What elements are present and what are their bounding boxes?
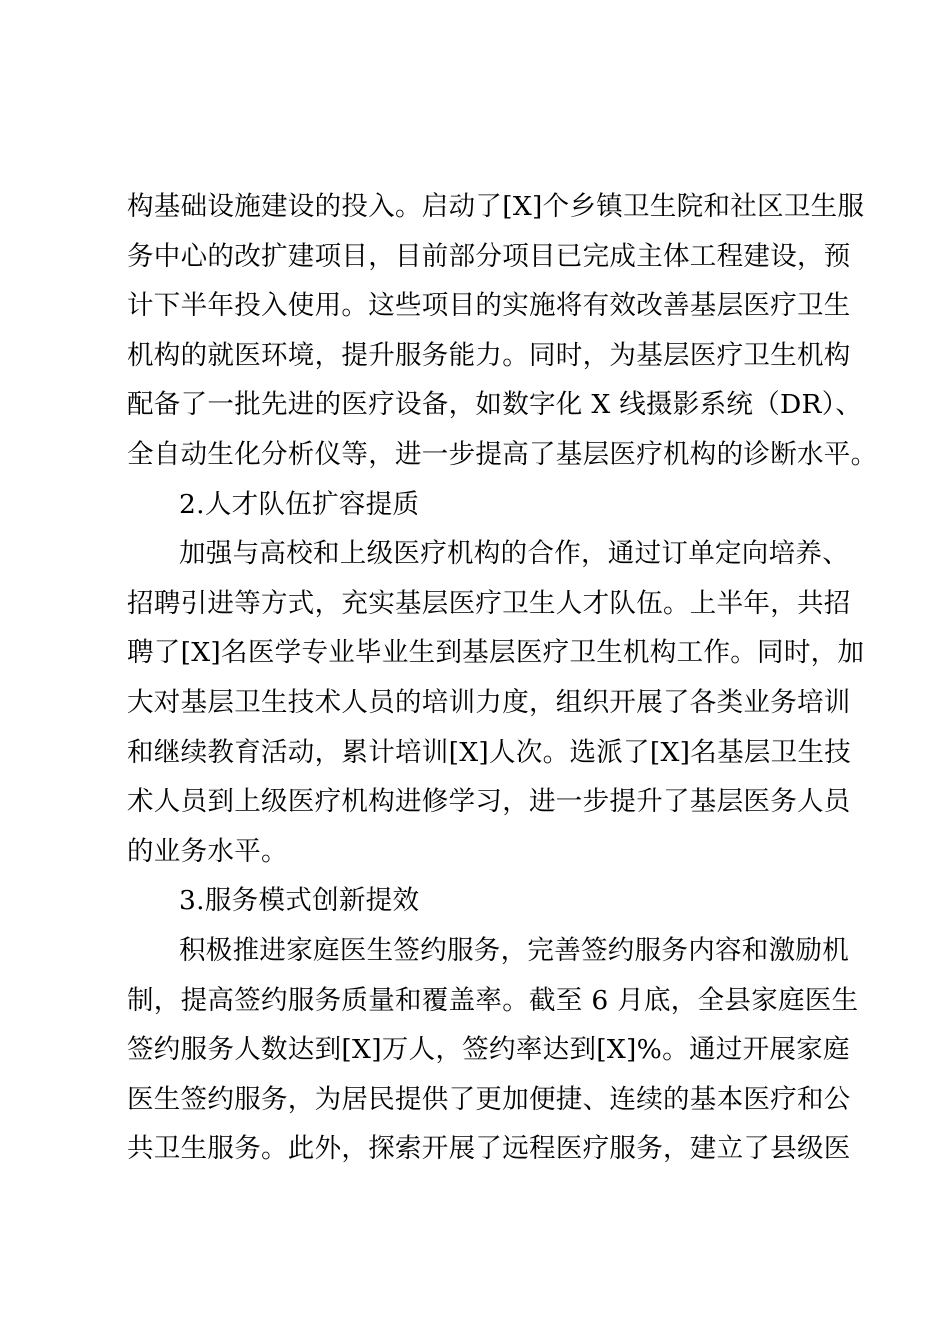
section-heading-service: 3.服务模式创新提效: [179, 885, 420, 917]
text-line-5: 配备了一批先进的医疗设备，如数字化 X 线摄影系统（DR）、: [127, 389, 863, 421]
text-line-19: 医生签约服务，为居民提供了更加便捷、连续的基本医疗和公: [127, 1083, 851, 1115]
document-page: [127, 182, 878, 1174]
text-line-17: 制，提高签约服务质量和覆盖率。截至 6 月底，全县家庭医生: [127, 984, 859, 1016]
text-line-20: 共卫生服务。此外，探索开展了远程医疗服务，建立了县级医: [127, 1133, 851, 1165]
text-line-10: 聘了[X]名医学专业毕业生到基层医疗卫生机构工作。同时，加: [127, 637, 865, 669]
text-line-3: 计下半年投入使用。这些项目的实施将有效改善基层医疗卫生: [127, 290, 851, 322]
section-heading-talent: 2.人才队伍扩容提质: [179, 488, 420, 520]
text-line-4: 机构的就医环境，提升服务能力。同时，为基层医疗卫生机构: [127, 339, 851, 371]
text-line-18: 签约服务人数达到[X]万人，签约率达到[X]%。通过开展家庭: [127, 1034, 850, 1066]
text-line-13: 术人员到上级医疗机构进修学习，进一步提升了基层医务人员: [127, 786, 851, 818]
text-line-9: 招聘引进等方式，充实基层医疗卫生人才队伍。上半年，共招: [127, 587, 851, 619]
text-line-6: 全自动生化分析仪等，进一步提高了基层医疗机构的诊断水平。: [127, 438, 878, 470]
text-line-14: 的业务水平。: [127, 835, 288, 867]
text-line-12: 和继续教育活动，累计培训[X]人次。选派了[X]名基层卫生技: [127, 736, 852, 768]
text-line-2: 务中心的改扩建项目，目前部分项目已完成主体工程建设，预: [127, 240, 851, 272]
text-line-8: 加强与高校和上级医疗机构的合作，通过订单定向培养、: [179, 538, 849, 570]
text-line-1: 构基础设施建设的投入。启动了[X]个乡镇卫生院和社区卫生服: [127, 191, 865, 222]
text-line-16: 积极推进家庭医生签约服务，完善签约服务内容和激励机: [179, 934, 849, 966]
text-line-11: 大对基层卫生技术人员的培训力度，组织开展了各类业务培训: [127, 686, 851, 718]
